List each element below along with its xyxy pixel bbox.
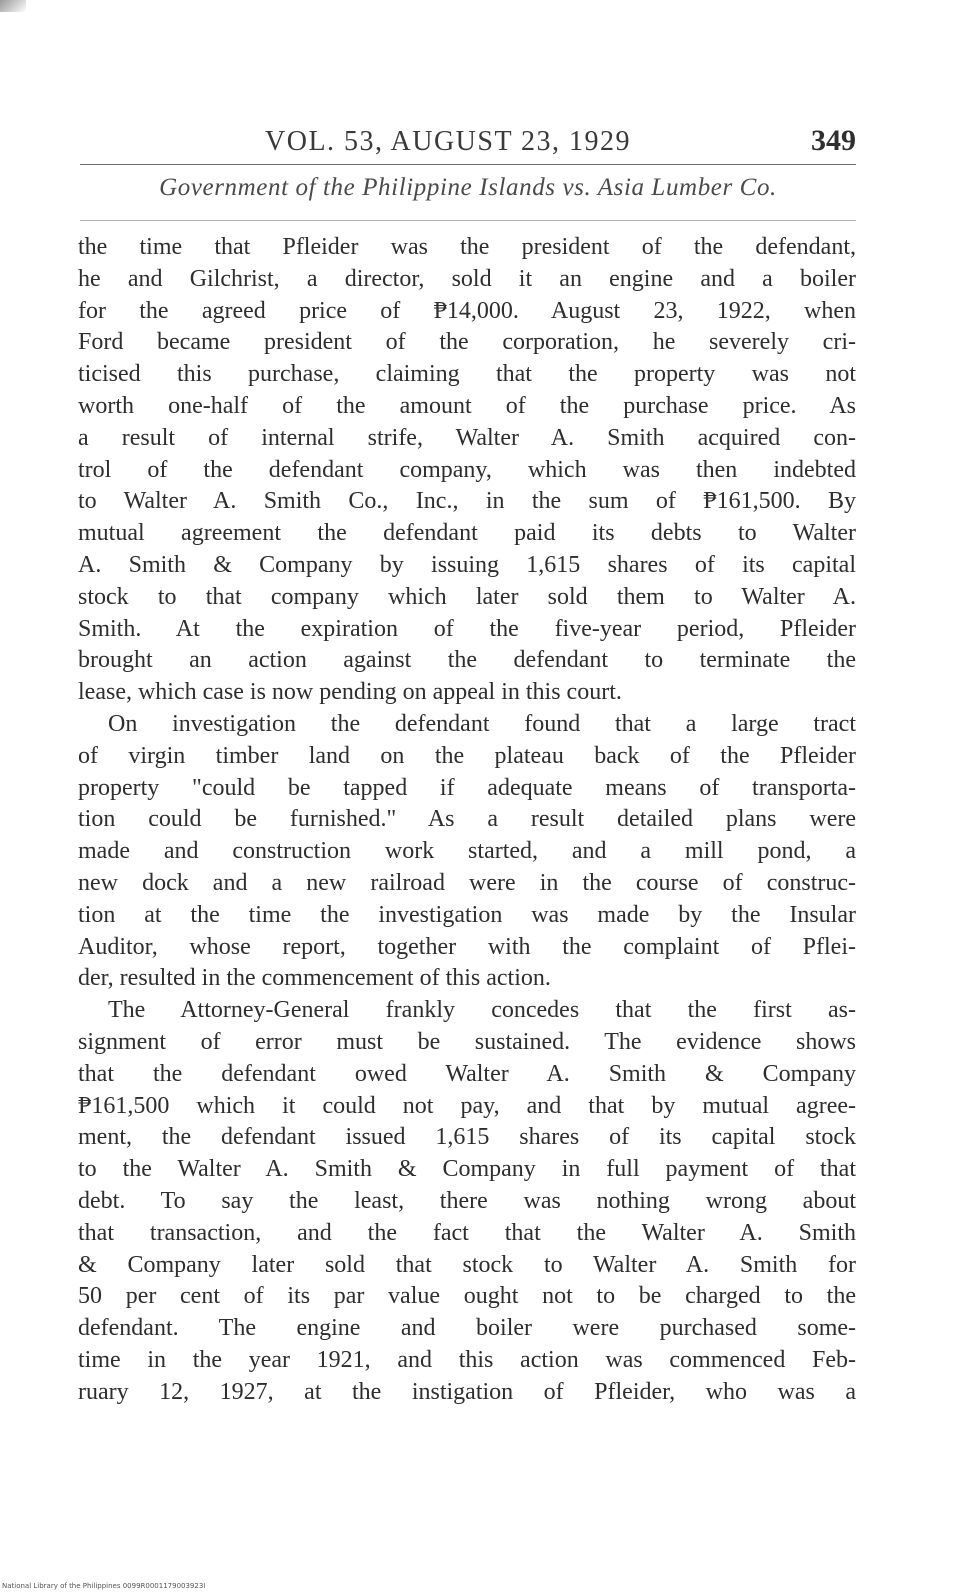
text-line: debt. To say the least, there was nothing wrong about xyxy=(78,1187,856,1214)
text-line: worth one-half of the amount of the purchase price. As xyxy=(78,392,856,419)
text-line: ticised this purchase, claiming that the property was not xyxy=(78,361,856,388)
text-line: he and Gilchrist, a director, sold it an engine and a boiler xyxy=(78,265,856,292)
text-line: tion at the time the investigation was made by the Insular xyxy=(78,901,856,928)
text-line: for the agreed price of ₱14,000. August 23, 1922, when xyxy=(78,297,856,324)
text-line: of virgin timber land on the plateau back of the Pfleider xyxy=(78,742,856,769)
scan-corner-artifact xyxy=(0,0,26,12)
text-line: & Company later sold that stock to Walter A. Smith for xyxy=(78,1251,856,1278)
text-line: A. Smith & Company by issuing 1,615 shares of its capital xyxy=(78,551,856,578)
text-line: a result of internal strife, Walter A. Smith acquired con- xyxy=(78,424,856,451)
body-text xyxy=(78,232,856,1408)
case-title: Government of the Philippine Islands vs. Asia Lumber Co. xyxy=(159,174,777,201)
page-number: 349 xyxy=(811,124,856,157)
text-line: the time that Pfleider was the president of the defendant, xyxy=(78,234,856,260)
text-line: new dock and a new railroad were in the course of construc- xyxy=(78,869,856,896)
text-line: brought an action against the defendant to terminate the xyxy=(78,647,856,674)
text-line: 50 per cent of its par value ought not to be charged to the xyxy=(78,1283,856,1310)
text-line: ment, the defendant issued 1,615 shares of its capital stock xyxy=(78,1124,856,1151)
text-line: tion could be furnished." As a result detailed plans were xyxy=(78,806,856,833)
header-rule xyxy=(80,164,856,165)
text-line: made and construction work started, and a mill pond, a xyxy=(78,838,856,865)
text-line: defendant. The engine and boiler were purchased some- xyxy=(78,1315,856,1342)
text-line: lease, which case is now pending on appeal in this court. xyxy=(78,679,622,706)
text-line: to the Walter A. Smith & Company in full payment of that xyxy=(78,1156,856,1183)
text-line: ruary 12, 1927, at the instigation of Pfleider, who was a xyxy=(78,1378,856,1405)
case-title-rule xyxy=(80,220,856,221)
text-line: Smith. At the expiration of the five-year period, Pfleider xyxy=(78,615,856,642)
text-line: stock to that company which later sold them to Walter A. xyxy=(78,583,856,610)
text-line: that transaction, and the fact that the Walter A. Smith xyxy=(78,1219,856,1246)
text-line: trol of the defendant company, which was then indebted xyxy=(78,456,856,483)
text-line: signment of error must be sustained. The evidence shows xyxy=(78,1028,856,1055)
text-line: Ford became president of the corporation, he severely cri- xyxy=(78,329,856,356)
text-line: ₱161,500 which it could not pay, and that by mutual agree- xyxy=(78,1092,856,1119)
running-head: VOL. 53, AUGUST 23, 1929 xyxy=(265,126,632,157)
text-line: mutual agreement the defendant paid its debts to Walter xyxy=(78,520,856,547)
text-line: Auditor, whose report, together with the complaint of Pflei- xyxy=(78,933,856,960)
text-line: that the defendant owed Walter A. Smith & Company xyxy=(78,1060,856,1087)
paragraph-start-line: On investigation the defendant found that a large tract xyxy=(108,710,856,737)
paragraph-start-line: The Attorney-General frankly concedes that the first as- xyxy=(108,997,856,1024)
text-line: to Walter A. Smith Co., Inc., in the sum of ₱161,500. By xyxy=(78,488,856,515)
page-header xyxy=(80,120,856,164)
text-line: der, resulted in the commencement of this action. xyxy=(78,965,551,992)
library-footer-stamp: National Library of the Philippines 0099R0001179003923I xyxy=(2,1582,206,1590)
text-line: time in the year 1921, and this action was commenced Feb- xyxy=(78,1346,856,1373)
text-line: property "could be tapped if adequate means of transporta- xyxy=(78,774,856,801)
